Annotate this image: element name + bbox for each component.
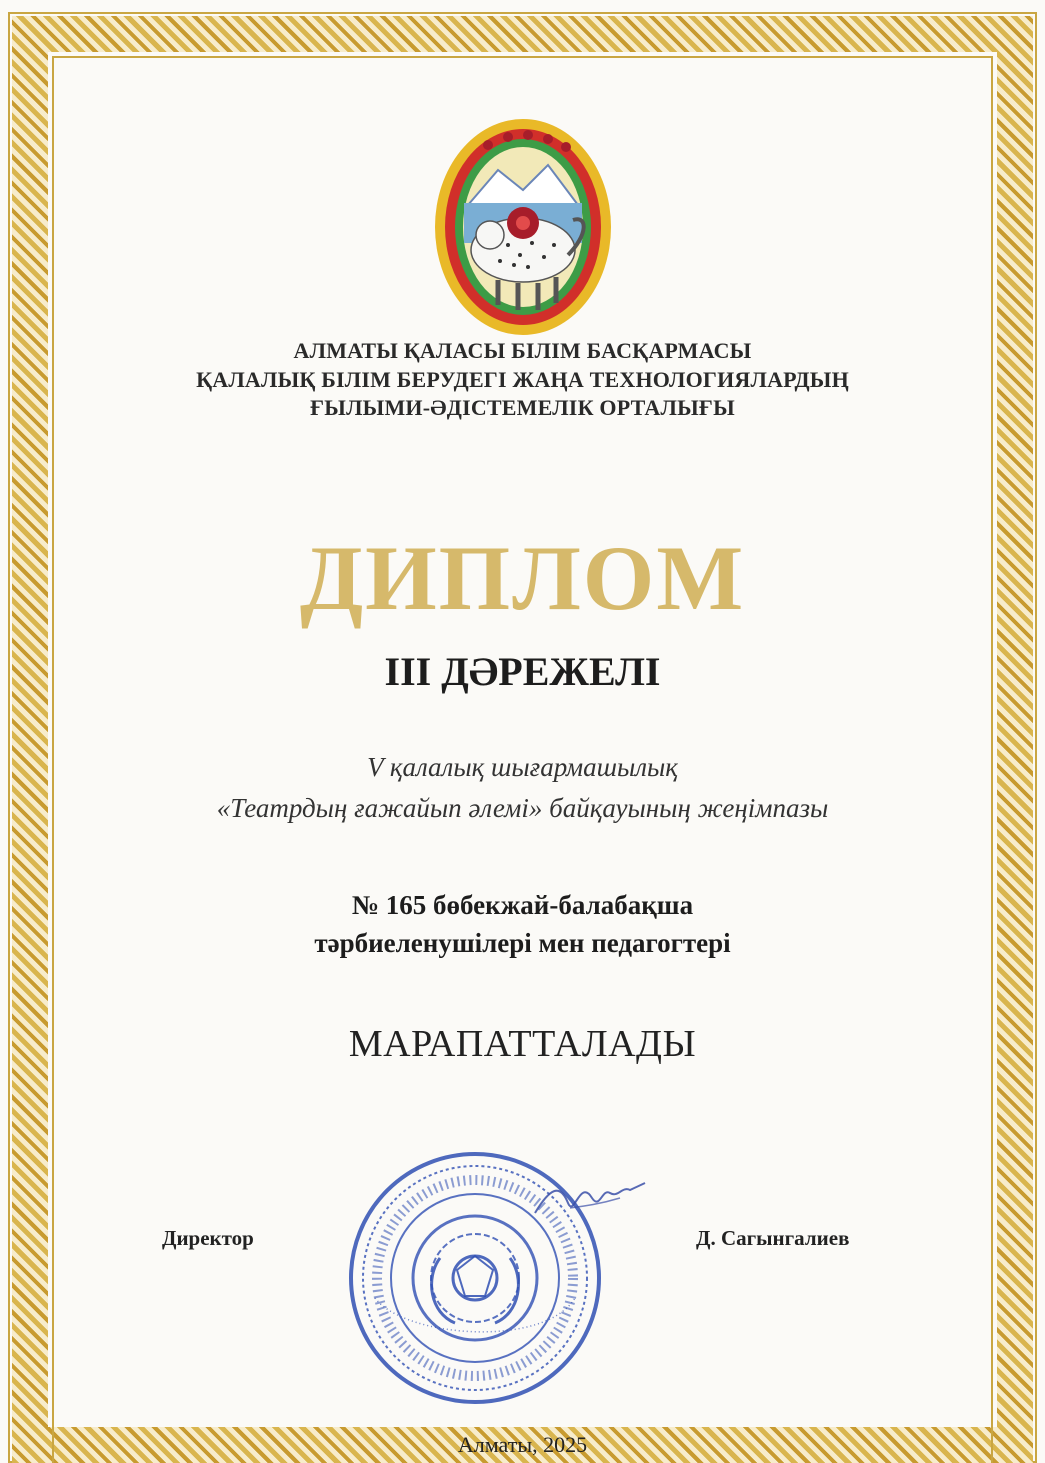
organization-line-2: ҚАЛАЛЫҚ БІЛІМ БЕРУДЕГІ ЖАҢА ТЕХНОЛОГИЯЛАРДЫҢ [196, 367, 849, 392]
city-emblem-icon [428, 115, 618, 340]
signature [530, 1168, 650, 1228]
awarded-label: МАРАПАТТАЛАДЫ [348, 1023, 697, 1065]
degree-label: ІІІ ДӘРЕЖЕЛІ [384, 649, 661, 694]
place-year: Алматы, 2025 [457, 1432, 588, 1457]
diploma-content [60, 60, 985, 1463]
director-role: Директор [162, 1226, 254, 1250]
organization-line-3: ҒЫЛЫМИ-ӘДІСТЕМЕЛІК ОРТАЛЫҒЫ [310, 395, 735, 420]
director-name: Д. Сагынгалиев [696, 1226, 850, 1250]
diploma-title: ДИПЛОМ [299, 527, 746, 629]
contest-line-2: «Театрдың ғажайып әлемі» байқауының жеңімпазы [216, 793, 829, 823]
recipient-line-1: № 165 бөбекжай-балабақша [351, 890, 694, 920]
recipient-line-2: тәрбиеленушілері мен педагогтері [314, 928, 731, 958]
organization-line-1: АЛМАТЫ ҚАЛАСЫ БІЛІМ БАСҚАРМАСЫ [293, 338, 752, 363]
contest-line-1: V қалалық шығармашылық [367, 752, 678, 782]
